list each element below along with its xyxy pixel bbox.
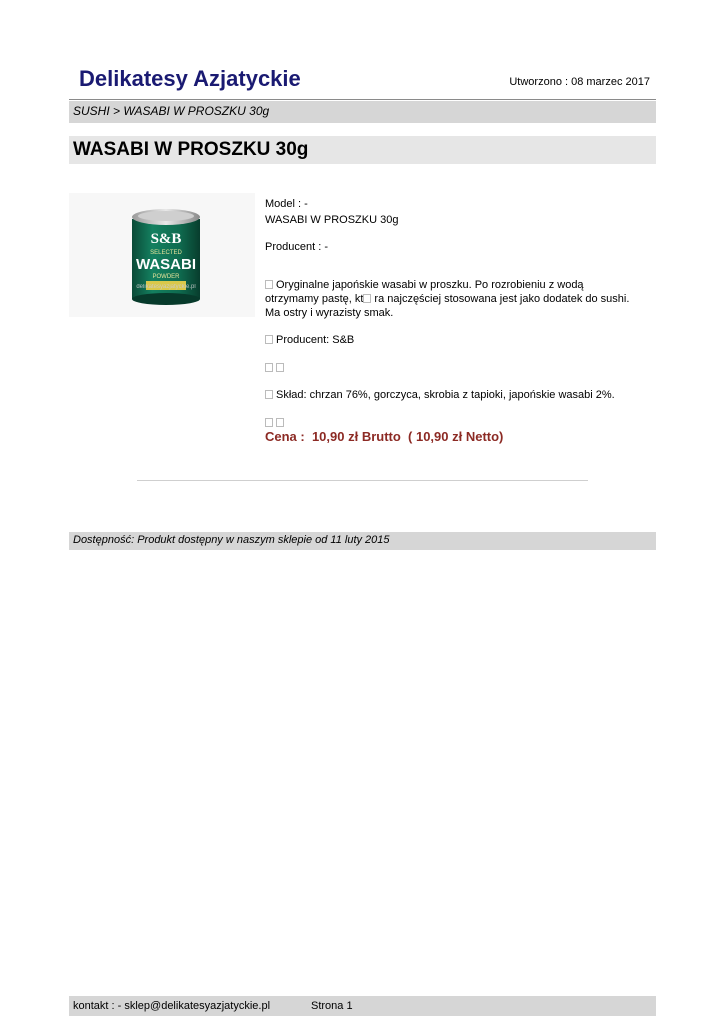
description-line-2	[265, 292, 629, 306]
missing-glyph-icon	[265, 363, 273, 372]
missing-glyph-icon	[265, 335, 273, 344]
producer-label: Producent : -	[265, 241, 328, 253]
content-divider	[137, 480, 588, 481]
description-line-3: Ma ostry i wyrazisty smak.	[265, 307, 394, 319]
producer-line	[265, 333, 354, 347]
missing-glyph-icon	[276, 363, 284, 372]
product-image	[69, 193, 255, 317]
price: Cena : 10,90 zł Brutto ( 10,90 zł Netto)	[265, 429, 504, 444]
footer-contact[interactable]: kontakt : - sklep@delikatesyazjatyckie.pl	[73, 1000, 271, 1012]
description-text-2b: ra najczęściej stosowana jest jako dodatek do sushi.	[374, 293, 630, 305]
header-divider	[69, 99, 656, 100]
missing-glyph-icon	[265, 280, 273, 289]
producer-text: Producent: S&B	[276, 334, 355, 346]
can-label-name: WASABI	[136, 256, 196, 273]
description-text-2a: otrzymamy pastę, kt	[265, 293, 364, 305]
glyph-row-2	[265, 416, 287, 430]
glyph-row-1	[265, 361, 287, 375]
ingredients-text: Skład: chrzan 76%, gorczyca, skrobia z tapioki, japońskie wasabi 2%.	[276, 389, 615, 401]
description-line-1	[265, 278, 584, 292]
image-watermark: delikatesyazjatyckie.pl	[136, 284, 196, 290]
page-number: Strona 1	[311, 1000, 353, 1012]
availability-bar: Dostępność: Produkt dostępny w naszym sklepie od 11 luty 2015	[69, 532, 656, 550]
can-label-powder: POWDER	[152, 274, 180, 280]
can-label-selected: SELECTED	[150, 250, 182, 256]
product-title: WASABI W PROSZKU 30g	[69, 136, 656, 164]
model-label: Model : -	[265, 198, 308, 210]
footer-bar	[69, 996, 656, 1016]
ingredients-line	[265, 388, 615, 402]
missing-glyph-icon	[265, 418, 273, 427]
missing-glyph-icon	[363, 294, 371, 303]
missing-glyph-icon	[265, 390, 273, 399]
created-date: Utworzono : 08 marzec 2017	[509, 76, 650, 88]
shop-name: Delikatesy Azjatyckie	[79, 66, 301, 91]
wasabi-can-image	[69, 193, 255, 317]
description-text-1: Oryginalne japońskie wasabi w proszku. Po rozrobieniu z wodą	[276, 279, 584, 291]
breadcrumb[interactable]: SUSHI > WASABI W PROSZKU 30g	[69, 101, 656, 123]
model-name: WASABI W PROSZKU 30g	[265, 214, 399, 226]
missing-glyph-icon	[276, 418, 284, 427]
can-brand: S&B	[150, 231, 182, 247]
